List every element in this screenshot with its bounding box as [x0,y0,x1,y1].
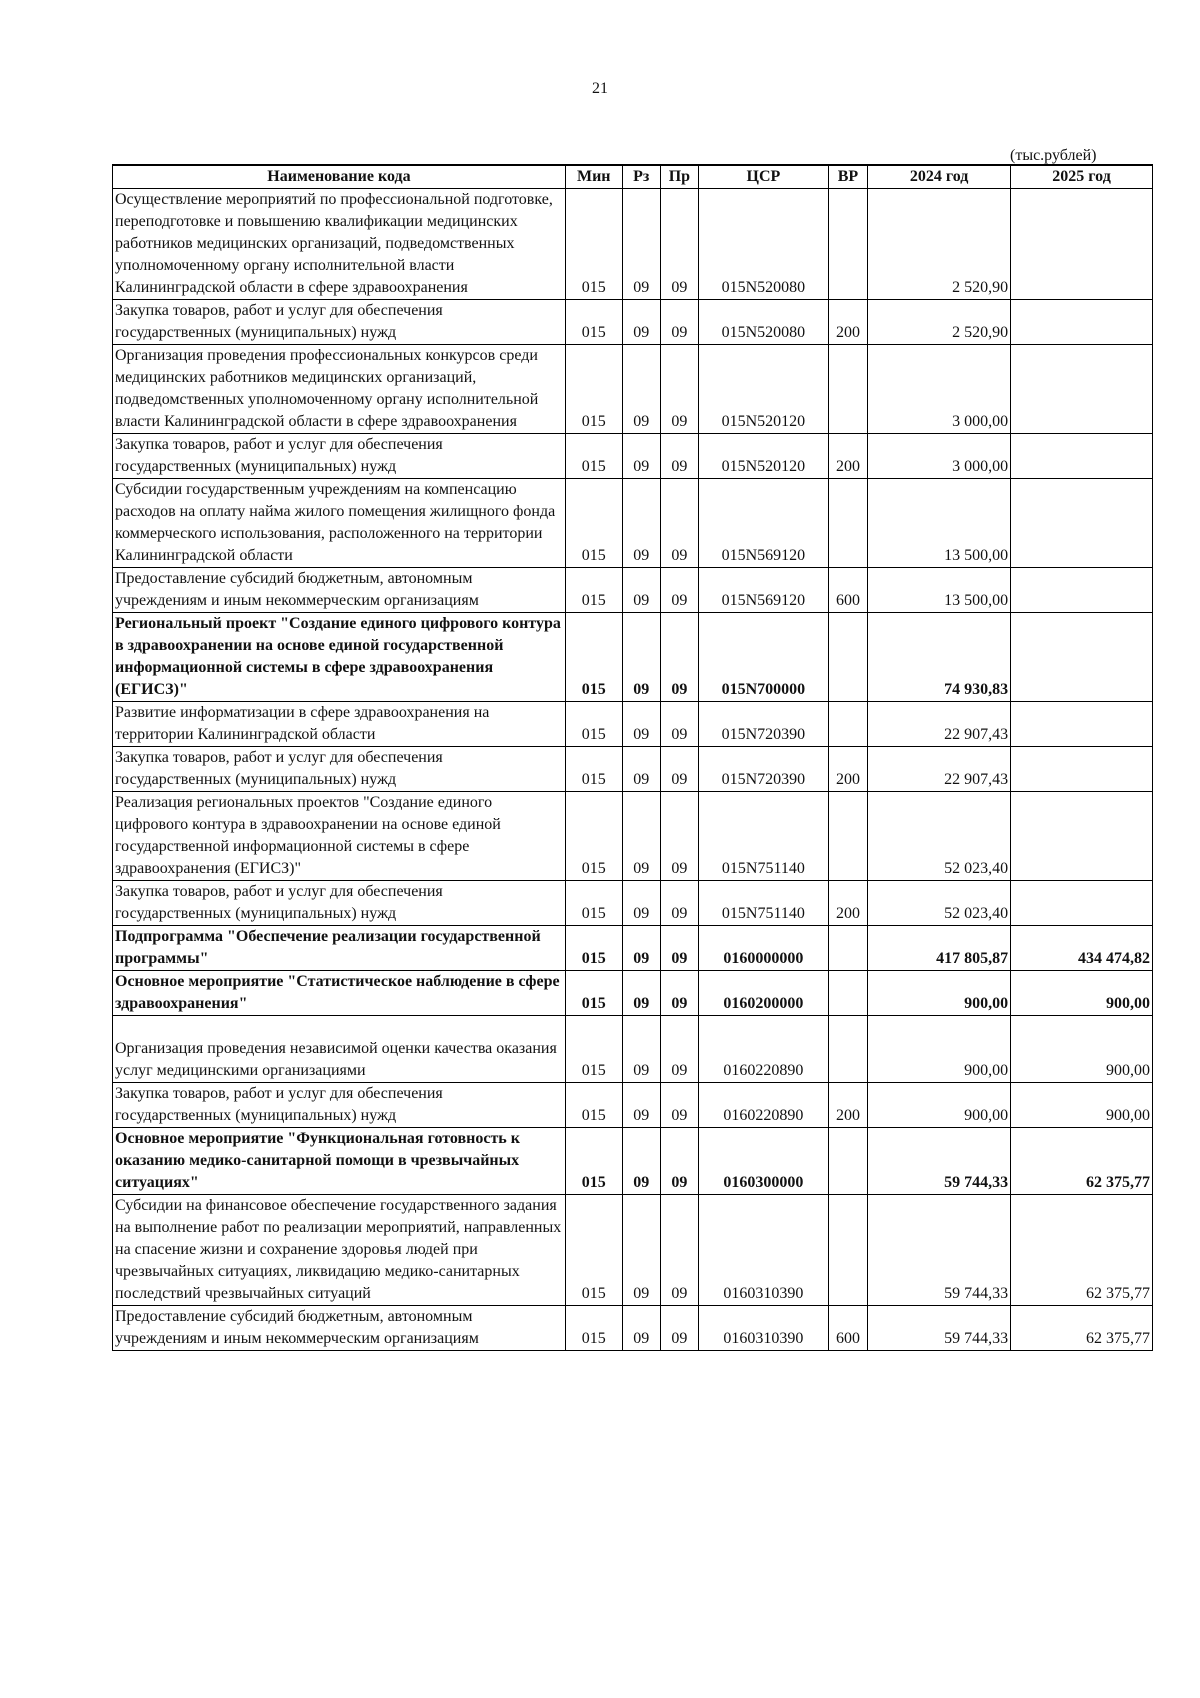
cell-rz: 09 [622,971,660,1016]
cell-2024: 2 520,90 [868,300,1011,345]
cell-2025 [1011,434,1153,479]
cell-name: Закупка товаров, работ и услуг для обеспечения государственных (муниципальных) нужд [113,881,566,926]
cell-min: 015 [565,792,622,881]
cell-2025 [1011,479,1153,568]
cell-vr: 600 [828,568,867,613]
cell-2025 [1011,189,1153,300]
cell-2025: 62 375,77 [1011,1306,1153,1351]
cell-2024: 59 744,33 [868,1306,1011,1351]
cell-2024: 2 520,90 [868,189,1011,300]
cell-2025: 434 474,82 [1011,926,1153,971]
cell-min: 015 [565,747,622,792]
cell-name: Субсидии государственным учреждениям на компенсацию расходов на оплату найма жилого помещения жилищного фонда коммерческого использования, расположенного на территории Калининградской области [113,479,566,568]
cell-rz: 09 [622,613,660,702]
cell-min: 015 [565,1195,622,1306]
cell-name: Закупка товаров, работ и услуг для обеспечения государственных (муниципальных) нужд [113,1083,566,1128]
cell-rz: 09 [622,479,660,568]
cell-name: Субсидии на финансовое обеспечение государственного задания на выполнение работ по реализации мероприятий, направленных на спасение жизни и сохранение здоровья людей при чрезвычайных ситуациях, ликвидацию медико-санитарных последствий чрезвычайных ситуаций [113,1195,566,1306]
cell-2025 [1011,300,1153,345]
cell-rz: 09 [622,702,660,747]
cell-vr [828,345,867,434]
table-row [113,702,1153,747]
budget-table [112,164,1153,1351]
cell-2025: 62 375,77 [1011,1195,1153,1306]
cell-2024: 59 744,33 [868,1128,1011,1195]
header-vr: ВР [828,165,867,189]
cell-csr: 0160000000 [698,926,828,971]
header-csr: ЦСР [698,165,828,189]
cell-2025: 900,00 [1011,1083,1153,1128]
cell-pr: 09 [660,345,698,434]
cell-pr: 09 [660,1195,698,1306]
cell-rz: 09 [622,1083,660,1128]
cell-vr [828,1195,867,1306]
cell-vr [828,479,867,568]
cell-2024: 22 907,43 [868,747,1011,792]
cell-min: 015 [565,345,622,434]
cell-2024: 13 500,00 [868,568,1011,613]
cell-vr [828,613,867,702]
cell-csr: 015N720390 [698,702,828,747]
cell-csr: 015N520080 [698,300,828,345]
cell-name: Закупка товаров, работ и услуг для обеспечения государственных (муниципальных) нужд [113,434,566,479]
cell-name: Региональный проект "Создание единого цифрового контура в здравоохранении на основе единой государственной информационной системы в сфере здравоохранения (ЕГИСЗ)" [113,613,566,702]
cell-name: Реализация региональных проектов "Создание единого цифрового контура в здравоохранении на основе единой государственной информационной системы в сфере здравоохранения (ЕГИСЗ)" [113,792,566,881]
cell-name: Предоставление субсидий бюджетным, автономным учреждениям и иным некоммерческим организациям [113,1306,566,1351]
cell-2024: 900,00 [868,971,1011,1016]
cell-vr [828,189,867,300]
cell-2025: 62 375,77 [1011,1128,1153,1195]
cell-name: Развитие информатизации в сфере здравоохранения на территории Калининградской области [113,702,566,747]
cell-name: Осуществление мероприятий по профессиональной подготовке, переподготовке и повышению квалификации медицинских работников медицинских организаций, подведомственных уполномоченному органу исполнительной власти Калининградской области в сфере здравоохранения [113,189,566,300]
cell-csr: 015N751140 [698,792,828,881]
cell-name: Организация проведения независимой оценки качества оказания услуг медицинскими организациями [113,1016,566,1083]
cell-pr: 09 [660,747,698,792]
cell-csr: 015N520080 [698,189,828,300]
cell-vr [828,702,867,747]
cell-min: 015 [565,1016,622,1083]
cell-rz: 09 [622,568,660,613]
cell-rz: 09 [622,926,660,971]
cell-2024: 900,00 [868,1083,1011,1128]
cell-2025 [1011,345,1153,434]
table-row [113,613,1153,702]
table-row [113,881,1153,926]
cell-min: 015 [565,189,622,300]
cell-min: 015 [565,971,622,1016]
cell-2024: 13 500,00 [868,479,1011,568]
cell-2024: 3 000,00 [868,345,1011,434]
cell-vr: 200 [828,300,867,345]
cell-pr: 09 [660,613,698,702]
cell-rz: 09 [622,1195,660,1306]
cell-2024: 417 805,87 [868,926,1011,971]
header-2024: 2024 год [868,165,1011,189]
cell-pr: 09 [660,702,698,747]
cell-csr: 015N520120 [698,434,828,479]
table-row [113,1195,1153,1306]
table-row [113,1083,1153,1128]
cell-csr: 0160310390 [698,1306,828,1351]
cell-name: Основное мероприятие "Функциональная готовность к оказанию медико-санитарной помощи в чрезвычайных ситуациях" [113,1128,566,1195]
cell-2024: 52 023,40 [868,881,1011,926]
table-row [113,1306,1153,1351]
header-rz: Рз [622,165,660,189]
cell-min: 015 [565,926,622,971]
cell-2024: 900,00 [868,1016,1011,1083]
cell-min: 015 [565,300,622,345]
cell-vr [828,926,867,971]
cell-rz: 09 [622,1306,660,1351]
cell-pr: 09 [660,1306,698,1351]
cell-rz: 09 [622,345,660,434]
cell-rz: 09 [622,189,660,300]
cell-2025 [1011,792,1153,881]
cell-pr: 09 [660,792,698,881]
cell-min: 015 [565,1083,622,1128]
table-row [113,189,1153,300]
cell-min: 015 [565,881,622,926]
cell-pr: 09 [660,300,698,345]
cell-vr [828,1128,867,1195]
table-row [113,971,1153,1016]
cell-pr: 09 [660,568,698,613]
cell-2025 [1011,613,1153,702]
cell-rz: 09 [622,300,660,345]
cell-name: Предоставление субсидий бюджетным, автономным учреждениям и иным некоммерческим организациям [113,568,566,613]
table-row [113,747,1153,792]
cell-2024: 3 000,00 [868,434,1011,479]
table-body [113,189,1153,1351]
cell-vr: 200 [828,434,867,479]
cell-2025 [1011,702,1153,747]
header-name: Наименование кода [113,165,566,189]
cell-csr: 015N569120 [698,568,828,613]
cell-vr: 600 [828,1306,867,1351]
cell-rz: 09 [622,747,660,792]
cell-csr: 0160220890 [698,1083,828,1128]
table-header-row [113,165,1153,189]
cell-csr: 0160310390 [698,1195,828,1306]
table-row [113,1016,1153,1083]
cell-pr: 09 [660,189,698,300]
cell-rz: 09 [622,434,660,479]
cell-rz: 09 [622,792,660,881]
cell-2025 [1011,568,1153,613]
cell-name: Закупка товаров, работ и услуг для обеспечения государственных (муниципальных) нужд [113,300,566,345]
cell-vr [828,1016,867,1083]
cell-rz: 09 [622,1016,660,1083]
cell-min: 015 [565,434,622,479]
cell-pr: 09 [660,926,698,971]
cell-name: Закупка товаров, работ и услуг для обеспечения государственных (муниципальных) нужд [113,747,566,792]
cell-csr: 015N720390 [698,747,828,792]
cell-min: 015 [565,1306,622,1351]
table-row [113,479,1153,568]
cell-rz: 09 [622,881,660,926]
cell-min: 015 [565,702,622,747]
cell-csr: 0160300000 [698,1128,828,1195]
cell-name: Подпрограмма "Обеспечение реализации государственной программы" [113,926,566,971]
header-pr: Пр [660,165,698,189]
header-2025: 2025 год [1011,165,1153,189]
table-row [113,568,1153,613]
cell-name: Организация проведения профессиональных конкурсов среди медицинских работников медицинских организаций, подведомственных уполномоченному органу исполнительной власти Калининградской области в сфере здравоохранения [113,345,566,434]
cell-pr: 09 [660,479,698,568]
cell-2025: 900,00 [1011,971,1153,1016]
cell-2025: 900,00 [1011,1016,1153,1083]
cell-csr: 015N751140 [698,881,828,926]
header-min: Мин [565,165,622,189]
table-row [113,434,1153,479]
cell-pr: 09 [660,1016,698,1083]
cell-pr: 09 [660,971,698,1016]
cell-vr: 200 [828,881,867,926]
cell-pr: 09 [660,1083,698,1128]
cell-2024: 22 907,43 [868,702,1011,747]
cell-2024: 74 930,83 [868,613,1011,702]
table-row [113,300,1153,345]
cell-2024: 59 744,33 [868,1195,1011,1306]
cell-min: 015 [565,568,622,613]
cell-min: 015 [565,479,622,568]
cell-vr [828,971,867,1016]
cell-min: 015 [565,1128,622,1195]
cell-csr: 015N520120 [698,345,828,434]
cell-min: 015 [565,613,622,702]
cell-rz: 09 [622,1128,660,1195]
cell-pr: 09 [660,434,698,479]
cell-2025 [1011,881,1153,926]
cell-vr [828,792,867,881]
cell-2025 [1011,747,1153,792]
table-row [113,345,1153,434]
cell-csr: 0160200000 [698,971,828,1016]
table-row [113,926,1153,971]
cell-vr: 200 [828,1083,867,1128]
table-row [113,792,1153,881]
cell-csr: 015N569120 [698,479,828,568]
cell-pr: 09 [660,1128,698,1195]
cell-csr: 015N700000 [698,613,828,702]
page-number: 21 [592,80,608,97]
cell-vr: 200 [828,747,867,792]
units-label: (тыс.рублей) [1010,147,1097,164]
cell-2024: 52 023,40 [868,792,1011,881]
cell-csr: 0160220890 [698,1016,828,1083]
cell-name: Основное мероприятие "Статистическое наблюдение в сфере здравоохранения" [113,971,566,1016]
cell-pr: 09 [660,881,698,926]
table-row [113,1128,1153,1195]
